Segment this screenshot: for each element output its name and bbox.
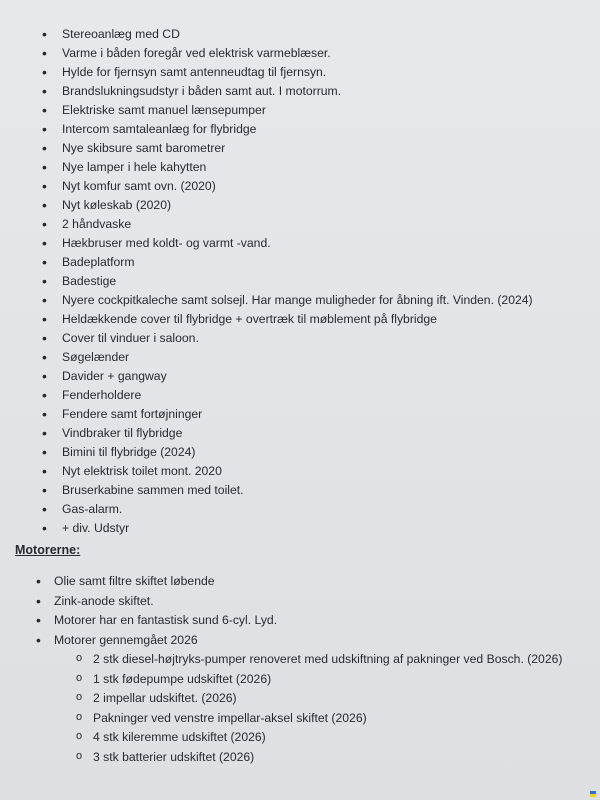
motor-sublist: [54, 650, 562, 767]
list-item: • 2 håndvaske: [40, 215, 533, 234]
list-item: • Nyt komfur samt ovn. (2020): [40, 177, 533, 196]
sublist-item: o 1 stk fødepumpe udskiftet (2026): [76, 670, 562, 690]
list-item: • Hækbruser med koldt- og varmt -vand.: [40, 234, 533, 253]
list-item: • Gas-alarm.: [40, 500, 533, 519]
sublist-item: o Pakninger ved venstre impellar-aksel skiftet (2026): [76, 709, 562, 729]
list-item: • Vindbraker til flybridge: [40, 424, 533, 443]
list-item-label: Motorer gennemgået 2026: [54, 632, 198, 647]
list-item: • Badestige: [40, 272, 533, 291]
sublist-item: o 4 stk kileremme udskiftet (2026): [76, 728, 562, 748]
list-item: • Bimini til flybridge (2024): [40, 443, 533, 462]
list-item: • Elektriske samt manuel lænsepumper: [40, 101, 533, 120]
list-item: • Stereoanlæg med CD: [40, 25, 533, 44]
list-item: • Motorer har en fantastisk sund 6-cyl. Lyd.: [36, 611, 562, 631]
list-item: • Nyt køleskab (2020): [40, 196, 533, 215]
list-item: • Olie samt filtre skiftet løbende: [36, 572, 562, 592]
list-item: • Davider + gangway: [40, 367, 533, 386]
list-item: • Søgelænder: [40, 348, 533, 367]
list-item: • Zink-anode skiftet.: [36, 592, 562, 612]
list-item: • Badeplatform: [40, 253, 533, 272]
list-item: • + div. Udstyr: [40, 519, 533, 538]
list-item: • Heldækkende cover til flybridge + overtræk til møblement på flybridge: [40, 310, 533, 329]
list-item: • Fendere samt fortøjninger: [40, 405, 533, 424]
list-item: • Cover til vinduer i saloon.: [40, 329, 533, 348]
list-item: • Varme i båden foregår ved elektrisk varmeblæser.: [40, 44, 533, 63]
list-item: • Nye skibsure samt barometrer: [40, 139, 533, 158]
list-item: • Nyt elektrisk toilet mont. 2020: [40, 462, 533, 481]
corner-flag-icon: [590, 791, 596, 797]
sublist-item: o 3 stk batterier udskiftet (2026): [76, 748, 562, 768]
sublist-item: o 2 stk diesel-højtryks-pumper renoveret med udskiftning af pakninger ved Bosch. (2026): [76, 650, 562, 670]
motor-list: [36, 572, 562, 767]
list-item: • Fenderholdere: [40, 386, 533, 405]
list-item: • Intercom samtaleanlæg for flybridge: [40, 120, 533, 139]
section-heading-motors: Motorerne:: [15, 543, 81, 557]
equipment-list: [40, 25, 533, 538]
list-item: • Hylde for fjernsyn samt antenneudtag til fjernsyn.: [40, 63, 533, 82]
list-item-with-sublist: [36, 631, 562, 768]
list-item: • Bruserkabine sammen med toilet.: [40, 481, 533, 500]
list-item: • Nye lamper i hele kahytten: [40, 158, 533, 177]
sublist-item: o 2 impellar udskiftet. (2026): [76, 689, 562, 709]
list-item: • Brandslukningsudstyr i båden samt aut. I motorrum.: [40, 82, 533, 101]
list-item: • Nyere cockpitkaleche samt solsejl. Har mange muligheder for åbning ift. Vinden. (2024): [40, 291, 533, 310]
